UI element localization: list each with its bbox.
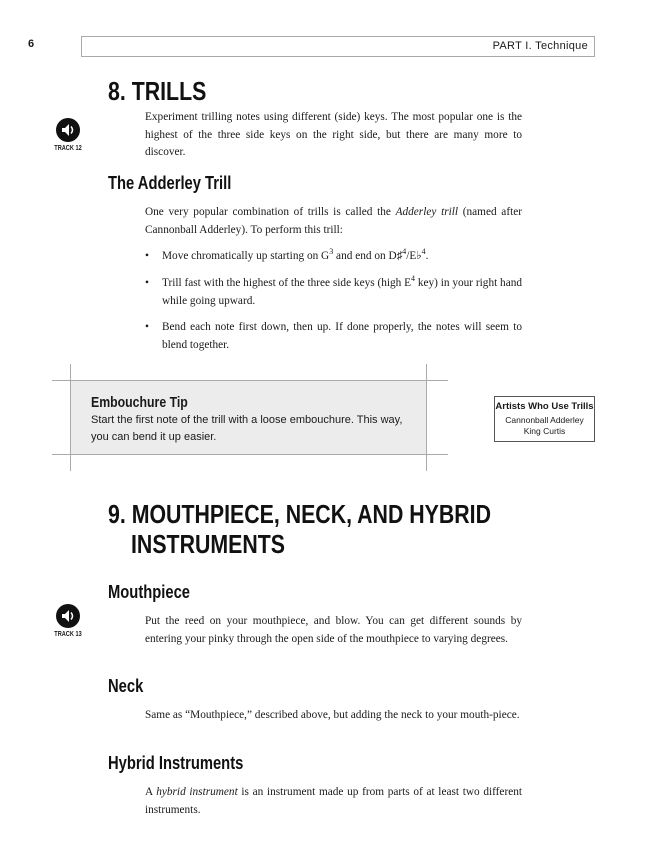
artist-item: King Curtis — [523, 426, 566, 436]
tip-body: Start the first note of the trill with a loose embouchure. This way, you can bend it up easier. — [91, 414, 403, 443]
running-head-box — [81, 36, 595, 57]
divider — [52, 454, 448, 455]
speaker-icon — [56, 118, 80, 142]
divider — [70, 364, 71, 471]
track-label: TRACK 13 — [54, 631, 82, 638]
list-item: • Move chromatically up starting on $G^3$ and end on D♯$^4$/E♭$^4$. — [145, 247, 429, 262]
track-12-marker — [50, 118, 86, 152]
section-9-title-cont: INSTRUMENTS — [131, 529, 285, 559]
running-head: PART I. Technique — [492, 40, 588, 52]
mouthpiece-heading: Mouthpiece — [108, 582, 191, 602]
trills-intro: Experiment trilling notes using different (side) keys. The most popular one is the highest of the three side keys on the right side, but there are many more to discover. — [145, 111, 522, 158]
sidebar-title: Artists Who Use Trills — [495, 401, 594, 412]
adderley-paragraph: One very popular combination of trills is called the Adderley trill (named after Cannonball Adderley). To perform this trill: — [145, 206, 522, 236]
divider — [52, 380, 448, 381]
page-number: 6 — [28, 38, 35, 50]
section-9-title: 9. MOUTHPIECE, NECK, AND HYBRID — [108, 499, 492, 529]
artist-item: Cannonball Adderley — [505, 415, 584, 425]
hybrid-text: A hybrid instrument is an instrument made up from parts of at least two different instruments. — [145, 786, 523, 816]
hybrid-heading: Hybrid Instruments — [108, 753, 244, 773]
artists-sidebar — [494, 396, 595, 442]
neck-text: Same as “Mouthpiece,” described above, but adding the neck to your mouth-piece. — [145, 709, 520, 721]
adderley-heading: The Adderley Trill — [108, 173, 232, 193]
neck-heading: Neck — [108, 676, 144, 696]
tip-title: Embouchure Tip — [91, 394, 188, 411]
list-item: • Bend each note first down, then up. If done properly, the notes will seem to blend together. — [145, 321, 522, 351]
divider — [426, 364, 427, 471]
list-item: • Trill fast with the highest of the three side keys (high $E^4$ key) in your right hand while going upward. — [145, 274, 523, 307]
track-13-marker — [50, 604, 86, 638]
section-8-title: 8. TRILLS — [108, 76, 207, 106]
track-label: TRACK 12 — [54, 145, 82, 152]
speaker-icon — [56, 604, 80, 628]
mouthpiece-text: Put the reed on your mouthpiece, and blow. You can get different sounds by entering your pinky through the open side of the mouthpiece to varying degrees. — [145, 615, 522, 645]
